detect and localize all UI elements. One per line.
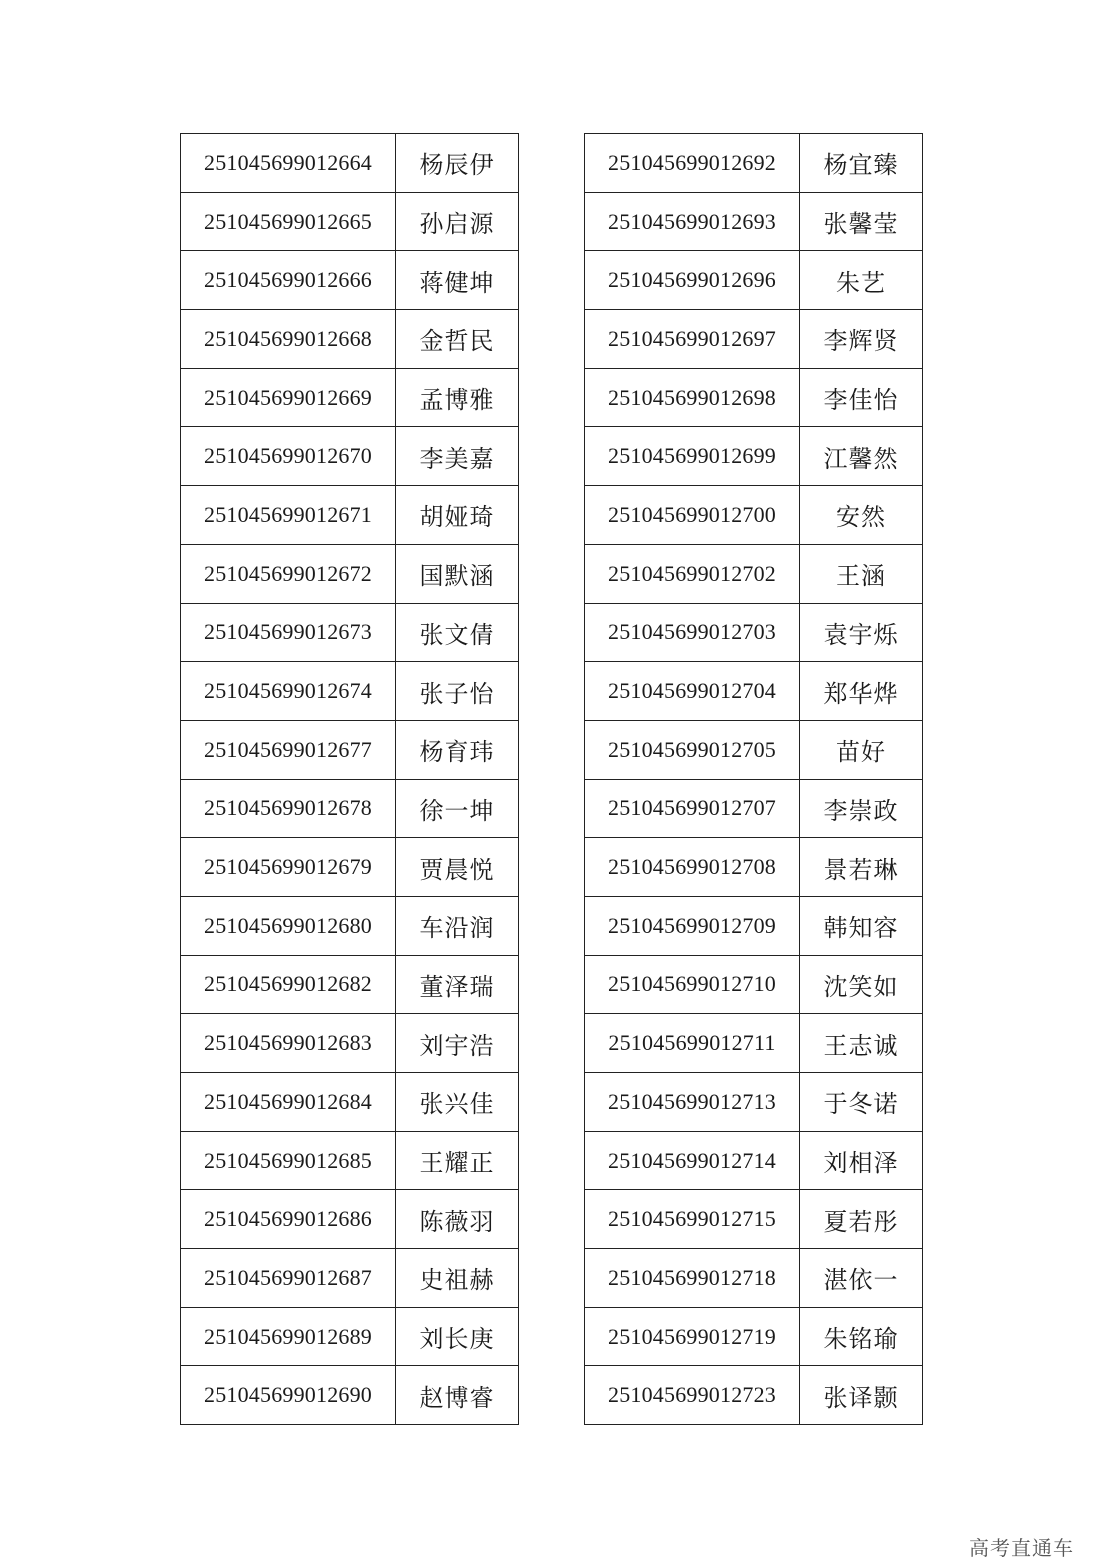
candidate-name: 湛依一 xyxy=(800,1249,923,1308)
candidate-id: 251045699012672 xyxy=(181,544,396,603)
table-row xyxy=(181,838,519,897)
table-row xyxy=(585,662,923,721)
table-row xyxy=(181,251,519,310)
candidate-id: 251045699012705 xyxy=(585,720,800,779)
candidate-name: 安然 xyxy=(800,486,923,545)
table-row xyxy=(585,1014,923,1073)
candidate-name: 韩知容 xyxy=(800,896,923,955)
candidate-id: 251045699012671 xyxy=(181,486,396,545)
candidate-name: 杨辰伊 xyxy=(396,134,519,193)
table-row xyxy=(181,1190,519,1249)
candidate-id: 251045699012710 xyxy=(585,955,800,1014)
candidate-id: 251045699012708 xyxy=(585,838,800,897)
table-row xyxy=(585,896,923,955)
table-row xyxy=(585,603,923,662)
roster-table-right-body xyxy=(585,134,923,1425)
candidate-id: 251045699012697 xyxy=(585,310,800,369)
candidate-id: 251045699012682 xyxy=(181,955,396,1014)
table-row xyxy=(181,1366,519,1425)
candidate-name: 董泽瑞 xyxy=(396,955,519,1014)
candidate-name: 张馨莹 xyxy=(800,192,923,251)
table-row xyxy=(585,486,923,545)
candidate-name: 朱艺 xyxy=(800,251,923,310)
table-row xyxy=(181,955,519,1014)
roster-table-left xyxy=(180,133,519,1425)
candidate-id: 251045699012702 xyxy=(585,544,800,603)
candidate-id: 251045699012665 xyxy=(181,192,396,251)
candidate-id: 251045699012664 xyxy=(181,134,396,193)
table-row xyxy=(181,603,519,662)
candidate-id: 251045699012686 xyxy=(181,1190,396,1249)
table-row xyxy=(585,1366,923,1425)
candidate-id: 251045699012718 xyxy=(585,1249,800,1308)
candidate-id: 251045699012698 xyxy=(585,368,800,427)
candidate-name: 李崇政 xyxy=(800,779,923,838)
candidate-id: 251045699012670 xyxy=(181,427,396,486)
table-row xyxy=(181,544,519,603)
candidate-name: 李佳怡 xyxy=(800,368,923,427)
table-row xyxy=(181,1131,519,1190)
candidate-id: 251045699012666 xyxy=(181,251,396,310)
candidate-id: 251045699012711 xyxy=(585,1014,800,1073)
candidate-id: 251045699012669 xyxy=(181,368,396,427)
candidate-name: 孙启源 xyxy=(396,192,519,251)
candidate-name: 赵博睿 xyxy=(396,1366,519,1425)
candidate-id: 251045699012679 xyxy=(181,838,396,897)
table-row xyxy=(181,1014,519,1073)
candidate-id: 251045699012677 xyxy=(181,720,396,779)
candidate-name: 江馨然 xyxy=(800,427,923,486)
table-row xyxy=(585,192,923,251)
candidate-name: 陈薇羽 xyxy=(396,1190,519,1249)
candidate-name: 于冬诺 xyxy=(800,1073,923,1132)
candidate-name: 苗好 xyxy=(800,720,923,779)
candidate-name: 蒋健坤 xyxy=(396,251,519,310)
table-row xyxy=(181,368,519,427)
candidate-name: 刘相泽 xyxy=(800,1131,923,1190)
table-row xyxy=(585,1307,923,1366)
candidate-id: 251045699012709 xyxy=(585,896,800,955)
candidate-id: 251045699012696 xyxy=(585,251,800,310)
candidate-name: 张兴佳 xyxy=(396,1073,519,1132)
candidate-name: 王耀正 xyxy=(396,1131,519,1190)
table-row xyxy=(585,368,923,427)
candidate-id: 251045699012673 xyxy=(181,603,396,662)
candidate-id: 251045699012693 xyxy=(585,192,800,251)
candidate-id: 251045699012692 xyxy=(585,134,800,193)
table-row xyxy=(181,896,519,955)
candidate-name: 国默涵 xyxy=(396,544,519,603)
table-row xyxy=(181,310,519,369)
table-row xyxy=(181,779,519,838)
table-row xyxy=(585,838,923,897)
candidate-id: 251045699012715 xyxy=(585,1190,800,1249)
table-row xyxy=(181,486,519,545)
candidate-name: 张子怡 xyxy=(396,662,519,721)
table-row xyxy=(181,1249,519,1308)
table-row xyxy=(181,427,519,486)
table-row xyxy=(585,310,923,369)
candidate-id: 251045699012699 xyxy=(585,427,800,486)
candidate-name: 夏若彤 xyxy=(800,1190,923,1249)
table-row xyxy=(585,720,923,779)
table-row xyxy=(585,779,923,838)
candidate-name: 李美嘉 xyxy=(396,427,519,486)
table-row xyxy=(181,662,519,721)
candidate-id: 251045699012700 xyxy=(585,486,800,545)
candidate-name: 王志诚 xyxy=(800,1014,923,1073)
candidate-name: 李辉贤 xyxy=(800,310,923,369)
table-row xyxy=(585,1131,923,1190)
candidate-name: 史祖赫 xyxy=(396,1249,519,1308)
table-row xyxy=(585,134,923,193)
candidate-id: 251045699012683 xyxy=(181,1014,396,1073)
candidate-name: 沈笑如 xyxy=(800,955,923,1014)
candidate-id: 251045699012704 xyxy=(585,662,800,721)
candidate-id: 251045699012689 xyxy=(181,1307,396,1366)
candidate-id: 251045699012719 xyxy=(585,1307,800,1366)
candidate-name: 郑华烨 xyxy=(800,662,923,721)
table-row xyxy=(585,955,923,1014)
table-row xyxy=(585,544,923,603)
table-row xyxy=(181,192,519,251)
candidate-id: 251045699012723 xyxy=(585,1366,800,1425)
candidate-id: 251045699012680 xyxy=(181,896,396,955)
candidate-name: 王涵 xyxy=(800,544,923,603)
candidate-id: 251045699012685 xyxy=(181,1131,396,1190)
candidate-name: 景若琳 xyxy=(800,838,923,897)
candidate-name: 朱铭瑜 xyxy=(800,1307,923,1366)
roster-table-left-body xyxy=(181,134,519,1425)
candidate-id: 251045699012690 xyxy=(181,1366,396,1425)
table-row xyxy=(585,1190,923,1249)
table-row xyxy=(585,251,923,310)
roster-table-right xyxy=(584,133,923,1425)
candidate-name: 金哲民 xyxy=(396,310,519,369)
candidate-name: 刘宇浩 xyxy=(396,1014,519,1073)
candidate-id: 251045699012707 xyxy=(585,779,800,838)
candidate-id: 251045699012687 xyxy=(181,1249,396,1308)
candidate-name: 刘长庚 xyxy=(396,1307,519,1366)
candidate-name: 胡娅琦 xyxy=(396,486,519,545)
candidate-name: 车沿润 xyxy=(396,896,519,955)
candidate-name: 杨育玮 xyxy=(396,720,519,779)
table-row xyxy=(181,134,519,193)
table-row xyxy=(181,1307,519,1366)
candidate-id: 251045699012668 xyxy=(181,310,396,369)
candidate-name: 袁宇烁 xyxy=(800,603,923,662)
candidate-name: 孟博雅 xyxy=(396,368,519,427)
table-row xyxy=(585,427,923,486)
candidate-name: 张译颢 xyxy=(800,1366,923,1425)
candidate-id: 251045699012684 xyxy=(181,1073,396,1132)
table-row xyxy=(585,1249,923,1308)
candidate-name: 杨宜臻 xyxy=(800,134,923,193)
table-row xyxy=(181,720,519,779)
candidate-id: 251045699012713 xyxy=(585,1073,800,1132)
table-row xyxy=(585,1073,923,1132)
candidate-id: 251045699012674 xyxy=(181,662,396,721)
watermark: 高考直通车 xyxy=(969,1536,1074,1560)
candidate-name: 张文倩 xyxy=(396,603,519,662)
candidate-id: 251045699012714 xyxy=(585,1131,800,1190)
candidate-name: 贾晨悦 xyxy=(396,838,519,897)
table-row xyxy=(181,1073,519,1132)
candidate-id: 251045699012678 xyxy=(181,779,396,838)
candidate-name: 徐一坤 xyxy=(396,779,519,838)
candidate-id: 251045699012703 xyxy=(585,603,800,662)
